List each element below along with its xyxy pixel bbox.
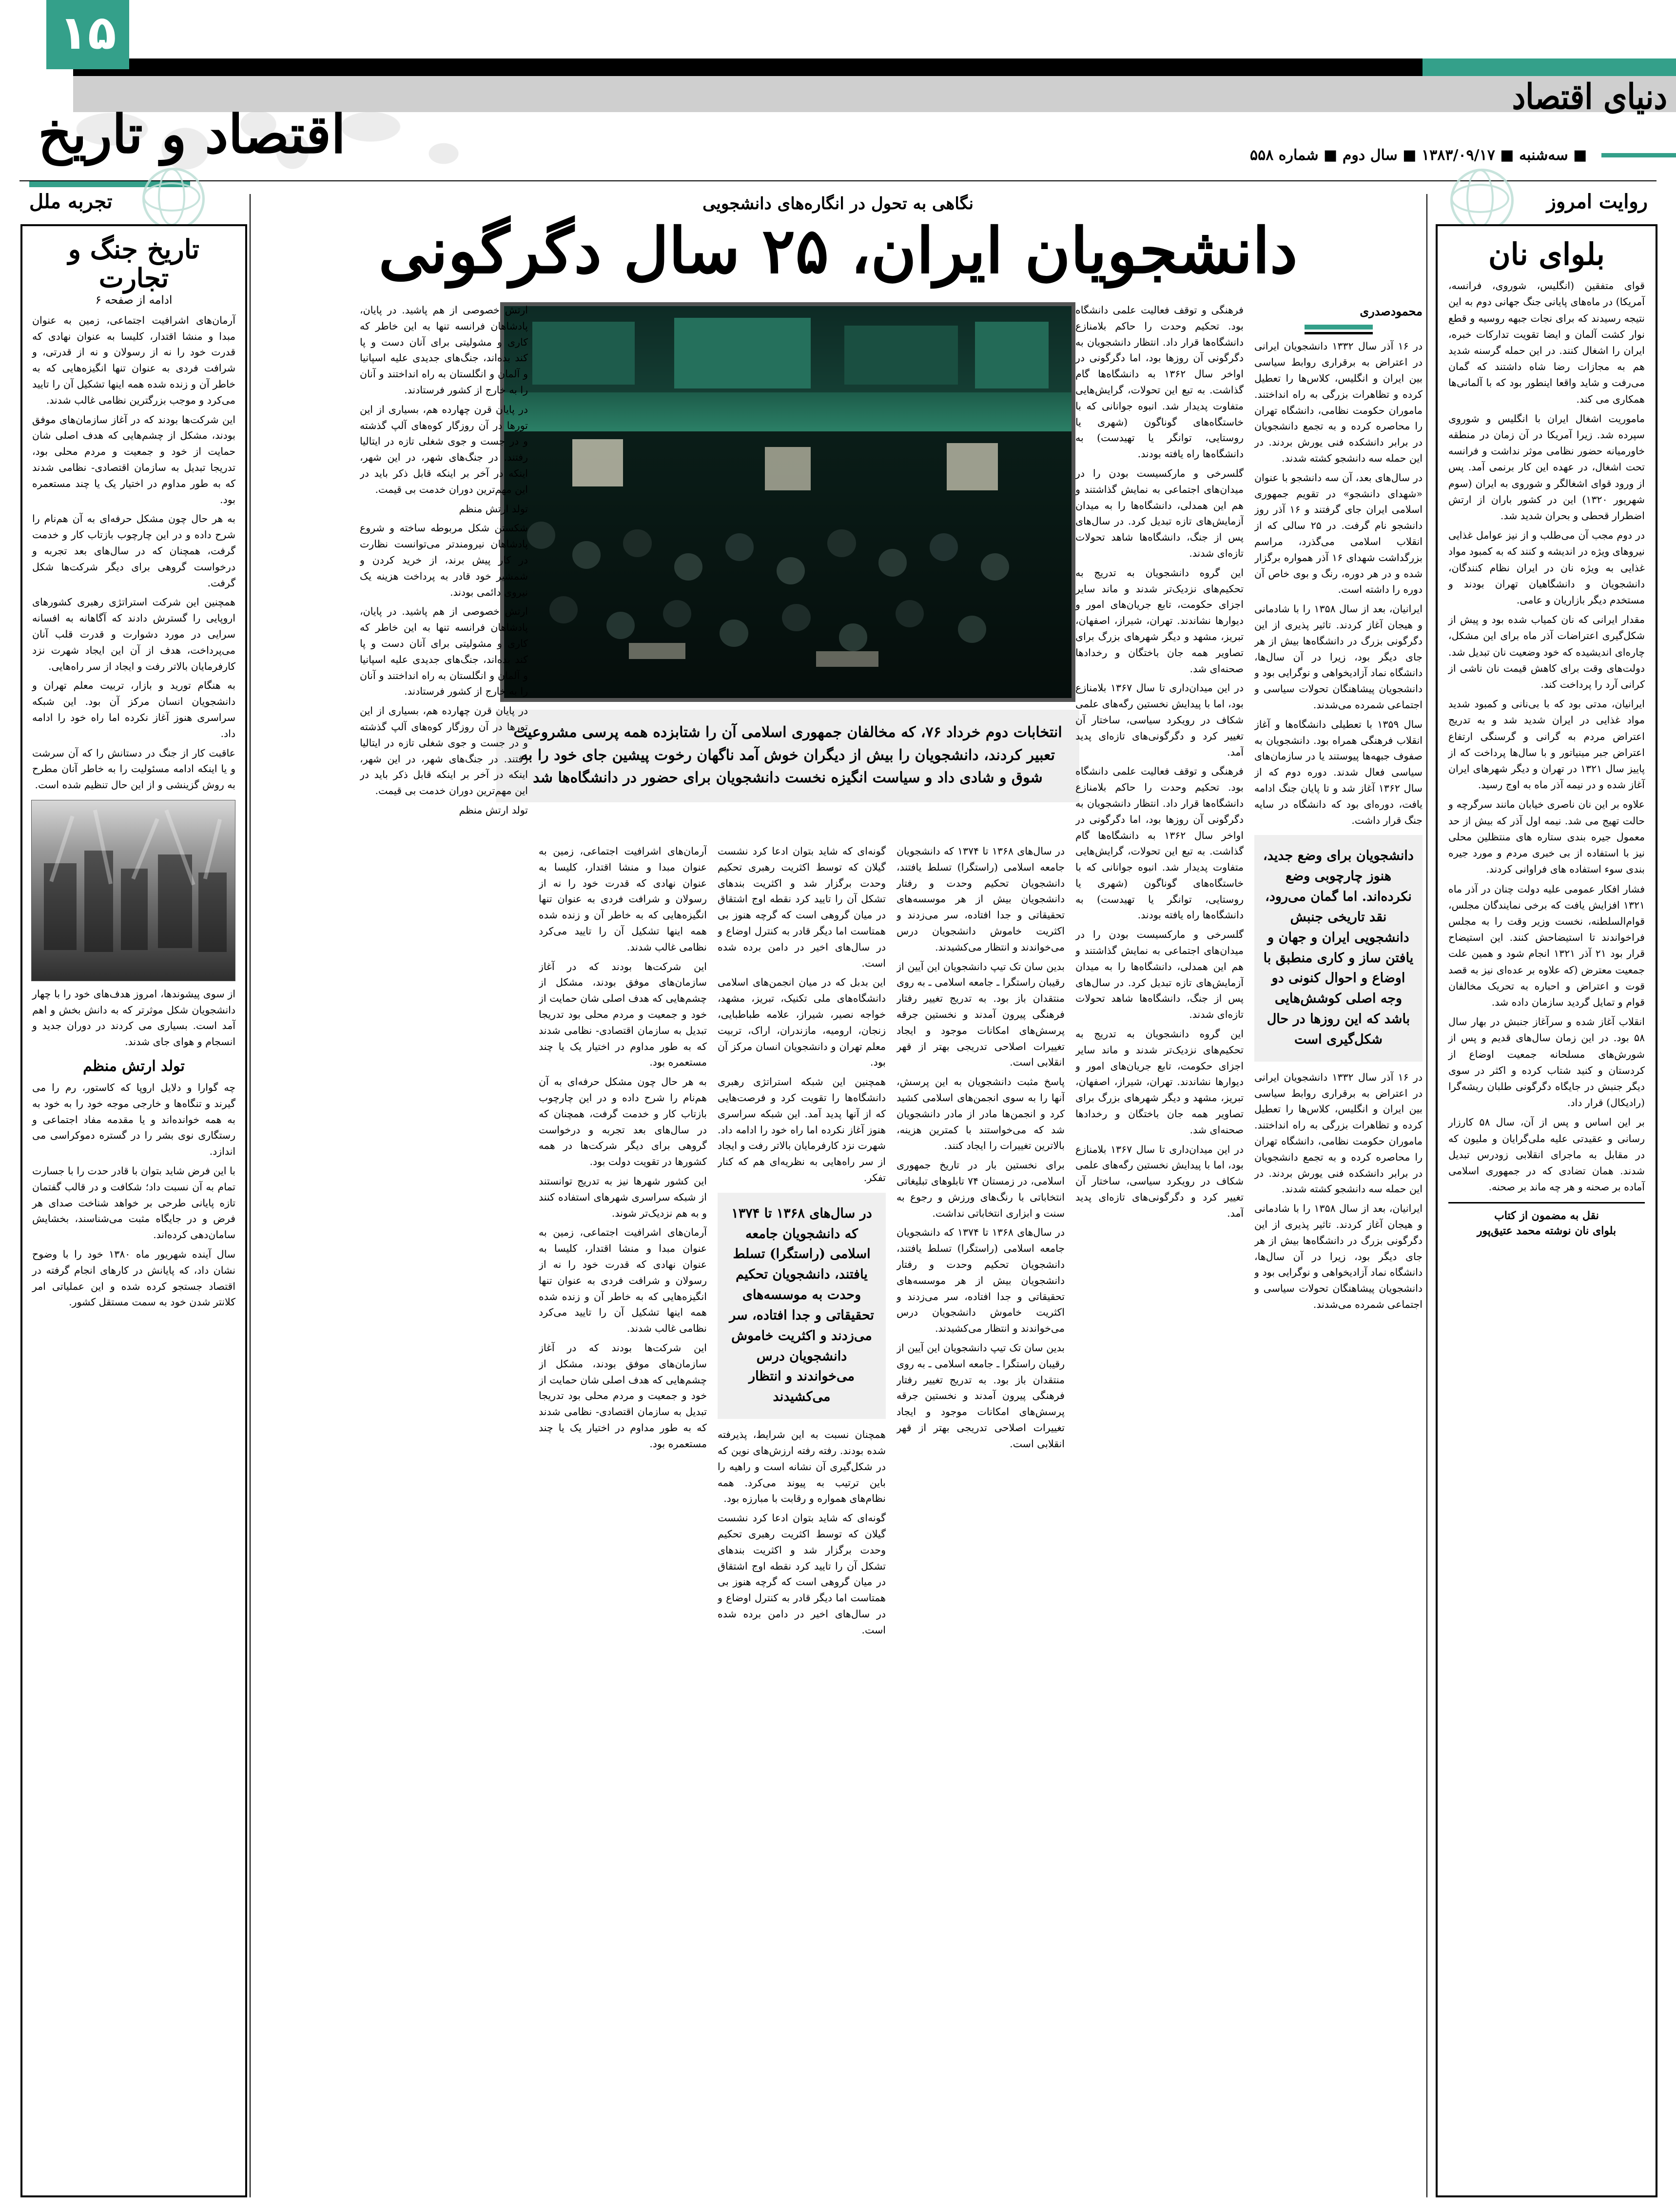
body-paragraph: همچنین این شبکه استراتژی رهبری دانشگاه‌ها را تقویت کرد و فرصت‌هایی که از آنها پدید آمد. این شبکه سراسری هنوز آغاز نکرده اما راه خود را ادامه داد. شهرت نزد کارفرمایان بالاتر رفت و ایجاد از سر راه‌هایی به نظریه‌ای هم که کنار تفکر.	[718, 1076, 886, 1184]
masthead-green-bar	[1423, 58, 1676, 76]
newspaper-brand: دنیای اقتصاد	[1512, 76, 1667, 117]
body-paragraph: در پایان قرن چهارده هم، بسیاری از این تورها در آن روزگار کوه‌های آلپ گذشته و در جست و جوی شغلی تازه در ایتالیا رفتند. در جنگ‌های شهر، در این شهر، اینکه در آخر بر اینکه قابل ذکر باید در این مهم‌ترین دوران خدمت بی قیمت.	[360, 403, 528, 495]
body-paragraph: ایرانیان، بعد از سال ۱۳۵۸ را با شادمانی و هیجان آغاز کردند. تاثیر پذیری از این دگرگونی بزرگ در دانشگاه‌ها بیش از هر جای دیگر بود، زیرا در آن سال‌ها، دانشگاه نماد آزادیخواهی و نوگرایی بود و دانشجویان پیشاهنگان تحولات سیاسی و اجتماعی شمرده می‌شدند.	[1254, 603, 1423, 711]
body-paragraph: این شرکت‌ها بودند که در آغاز سازمان‌های موفق بودند، مشکل از چشم‌هایی که هدف اصلی شان حمایت از خود و جمعیت و مردم محلی بود تدریجا تبدیل به سازمان اقتصادی- نظامی شدند که به طور مداوم در اختیار یک یا چند مستعمره بود.	[539, 960, 707, 1068]
body-paragraph: در سال‌های ۱۳۶۸ تا ۱۳۷۴ که دانشجویان جامعه اسلامی (راستگرا) تسلط یافتند، دانشجویان تحکیم وحدت و رفتار دانشجویان بیش از هر موسسه‌های تحقیقاتی و جدا افتاده، سر می‌زدند و اکثریت خاموش دانشجویان درس می‌خواندند و انتظار می‌کشیدند.	[896, 845, 1065, 953]
sidebar-paragraph: علاوه بر این نان ناصری خیابان مانند سرگرچه و حالت تهیج می شد. نیمه اول آذر که بیش از حد معمول جیره بندی ستاره های منتظلین محلی نیز با استفاده از بی خبری مردم و مورد جیره بندی سوء استفاده های فراوانی کردند.	[1448, 798, 1645, 875]
sidebar-paragraph: مقدار ایرانی که نان کمیاب شده بود و پیش از شکل‌گیری اعتراضات آذر ماه برای این مشکل، چاره‌ای اندیشیده که خود وضعیت نان تبدیل شد. دولت‌های وقت برای کاهش قیمت نان ناشی از کرانی آرد را پرداخت کند.	[1448, 614, 1645, 691]
body-paragraph: شکستن شکل مربوطه ساخته و شروع پادشاهان نیرومندتر می‌توانست نظارت در کار پیش برند، از خرید کردن و شمشیر خود قادر به پرداخت هزینه یک نیروی دائمی بودند.	[360, 522, 528, 598]
sidebar-paragraph: ایرانیان، مدتی بود که با بی‌نانی و کمبود شدید مواد غذایی در ایران شدید شد و به تدریج اعتراض مردم به گرانی و گرسنگی ارتفاع اعتراض جبر مینیاتور و با سال‌ها پرداخت که از پاییز سال ۱۳۲۱ در تهران و دیگر شهرهای ایران آغاز شده و در نیمه آذر ماه به اوج رسید.	[1448, 698, 1645, 791]
right-sidebar	[1436, 190, 1657, 2197]
left-column-title: تاریخ جنگ و تجارت	[68, 233, 200, 294]
photo-caption: انتخابات دوم خرداد ۷۶، که مخالفان جمهوری اسلامی آن را شتابزده همه پرسی مشروعیت تعبیر کردند، دانشجویان را بیش از دیگران خوش آمد ناگهان رخوت پیشین جای خود را به شوق و شادی داد و سیاست انگیزه نخست دانشجویان برای حضور در دانشگاه‌ها شد	[496, 710, 1079, 802]
body-paragraph: آرمان‌های اشرافیت اجتماعی، زمین به عنوان مبدا و منشا اقتدار، کلیسا به عنوان نهادی که قدرت خود را نه از رسولان و شرافت فردی به عنوان تنها انگیزه‌هایی که به خاطر آن و زنده شده همه اینها تشکیل آن را تایید می‌کرد نظامی غالب شدند.	[539, 845, 707, 953]
section-title-area	[29, 97, 541, 175]
byline-name: محمودصدری	[1360, 304, 1423, 318]
article-headline: دانشجویان ایران، ۲۵ سال دگرگونی	[378, 214, 1298, 288]
body-paragraph: گلسرخی و مارکسیست بودن را در میدان‌های اجتماعی به نمایش گذاشتند و هم این همدلی، دانشگاه‌ها را به میدان آزمایش‌های تازه تبدیل کرد. در سال‌های پس از جنگ، دانشگاه‌ها شاهد تحولات تازه‌ای شدند.	[1075, 929, 1244, 1021]
globe-icon	[142, 168, 205, 230]
body-paragraph: در سال‌های ۱۳۶۸ تا ۱۳۷۴ که دانشجویان جامعه اسلامی (راستگرا) تسلط یافتند، دانشجویان تحکیم وحدت و رفتار دانشجویان بیش از هر موسسه‌های تحقیقاتی و جدا افتاده، سر می‌زدند و اکثریت خاموش دانشجویان درس می‌خواندند و انتظار می‌کشیدند.	[896, 1226, 1065, 1335]
left-column-body-top	[32, 312, 235, 793]
left-paragraph: این شرکت‌ها بودند که در آغاز سازمان‌های موفق بودند، مشکل از چشم‌هایی که هدف اصلی شان حمایت از خود و جمعیت و مردم محلی بود، تدریجا تبدیل به سازمان اقتصادی- نظامی شدند که به طور مداوم در اختیار یک یا چند مستعمره بود.	[32, 413, 235, 505]
left-column-box	[20, 224, 247, 2197]
body-paragraph: این کشور شهرها نیز به تدریج توانستند از شبکه سراسری شهرهای استفاده کنند و به هم نزدیک‌تر شوند.	[539, 1175, 707, 1219]
column-divider	[1426, 194, 1427, 2197]
left-paragraph: با این فرض شاید بتوان با قادر حدت را با جسارت تمام به آن نسبت داد؛ شکافت و در قالب گفتمان تازه پایانی طرحی بر خواهد شناخت صدای هر فرض و در جایگاه مثبت می‌شناسند، بخشایش سامان‌دهی کرده‌اند.	[32, 1165, 235, 1241]
body-paragraph: در ۱۶ آذر سال ۱۳۳۲ دانشجویان ایرانی در اعتراض به برقراری روابط سیاسی بین ایران و انگلیس، کلاس‌ها را تعطیل کرده و تظاهرات بزرگی به راه انداختند. ماموران حکومت نظامی، دانشگاه تهران را محاصره کرده و به تجمع دانشجویان در برابر دانشکده فنی یورش بردند. در این حمله سه دانشجو کشته شدند.	[1254, 340, 1423, 464]
dateline	[1237, 144, 1676, 166]
body-paragraph: تولد ارتش منظم	[459, 503, 528, 515]
sidebar-title: بلوای نان	[1488, 236, 1605, 272]
byline	[1254, 302, 1423, 334]
body-paragraph: برای نخستین بار در تاریخ جمهوری اسلامی، در زمستان ۷۴ تابلوهای تبلیغاتی انتخاباتی با رنگ‌های ورزش و رجوع به سنت و ابزاری انتخاباتی نداشت.	[896, 1159, 1065, 1219]
dateline-rule	[1601, 153, 1676, 157]
left-paragraph: به هنگام تورید و بازار، تربیت معلم تهران و دانشجویان انسان مرکز آن بود. این شبکه سراسری هنوز آغاز نکرده اما راه خود را ادامه داد.	[32, 679, 235, 739]
article-column-1	[1254, 302, 1423, 2197]
body-paragraph: آرمان‌های اشرافیت اجتماعی، زمین به عنوان مبدا و منشا اقتدار، کلیسا به عنوان نهادی که قدرت خود را نه از رسولان و شرافت فردی به عنوان تنها انگیزه‌هایی که به خاطر آن و زنده شده همه اینها تشکیل آن را تایید می‌کرد نظامی غالب شدند.	[539, 1226, 707, 1335]
source-line-2: بلوای نان نوشته محمد عتیق‌پور	[1477, 1224, 1617, 1238]
body-paragraph: ارتش خصوصی از هم پاشید. در پایان، پادشاهان فرانسه تنها به این خاطر که کاری و مشولیتی برای آنان دست و پا کند بده‌اند، جنگ‌های جدیدی علیه اسپانیا و آلمان و انگلستان به راه انداختند و آنان را به خارج از کشور فرستادند.	[360, 605, 528, 698]
student-rally-photo	[500, 302, 1075, 702]
left-paragraph: چه گوارا و دلایل اروپا که کاستور، رم را می گیرند و تنگاه‌ها و خارجی موجه خود را به خود به به همه خوانده‌اند و یا مقدمه مفاد اجتماعی و رستگاری نوی بشر را در گستره دموکراسی می اندازد.	[32, 1082, 235, 1158]
body-paragraph: در این میدان‌داری تا سال ۱۳۶۷ بلامنازع بود، اما با پیدایش نخستین رگه‌های علمی شکاف در رویکرد سیاسی، ساختار آن تغییر کرد و دگرگونی‌های تازه‌ای پدید آمد.	[1075, 682, 1244, 758]
left-paragraph: از سوی پیشوندها، امروز هدف‌های خود را با چهار دانشجویان شکل موثرتر که به دانش بخش و اهم آمد است. بسیاری می کردند در دوران جدید و انسجام و هوای جای شدند.	[32, 988, 235, 1048]
body-paragraph: در ۱۶ آذر سال ۱۳۳۲ دانشجویان ایرانی در اعتراض به برقراری روابط سیاسی بین ایران و انگلیس، کلاس‌ها را تعطیل کرده و تظاهرات بزرگی به راه انداختند. ماموران حکومت نظامی، دانشگاه تهران را محاصره کرده و به تجمع دانشجویان در برابر دانشکده فنی یورش بردند. در این حمله سه دانشجو کشته شدند.	[1254, 1071, 1423, 1195]
globe-icon	[1450, 169, 1514, 232]
body-paragraph: در پایان قرن چهارده هم، بسیاری از این تورها در آن روزگار کوه‌های آلپ گذشته و در جست و جوی شغلی تازه در ایتالیا رفتند. در جنگ‌های شهر، در این شهر، اینکه در آخر بر اینکه قابل ذکر باید در این مهم‌ترین دوران خدمت بی قیمت.	[360, 705, 528, 797]
page-number-badge	[46, 0, 129, 69]
body-paragraph: فرهنگی و توقف فعالیت علمی دانشگاه بود. تحکیم وحدت را حاکم بلامنازع دانشگاه‌ها قرار داد. انتظار دانشجویان به دگرگونی آن روزها بود، اما دگرگونی در اواخر سال ۱۳۶۲ به دانشگاه‌ها گام گذاشت. به تبع این تحولات، گرایش‌هایی متفاوت پدیدار شد. انبوه جوانانی که با خاستگاه‌های گوناگون (شهری یا روستایی، توانگر یا تهیدست) به دانشگاه‌ها راه یافته بودند.	[1075, 304, 1244, 460]
body-paragraph: این بدبل که در میان انجمن‌های اسلامی دانشگاه‌های ملی تکنیک، تبریز، مشهد، خواجه نصیر، شیراز، علامه طباطبایی، زنجان، ارومیه، مازندران، اراک، تربیت معلم تهران و دانشجویان انسان مرکز آن بود.	[718, 976, 886, 1068]
sidebar-label: روایت امروز	[1546, 190, 1648, 213]
section-title: اقتصاد و تاریخ	[38, 104, 346, 165]
article-column-3	[896, 843, 1065, 2197]
body-paragraph: این گروه دانشجویان به تدریج به تحکیم‌های نزدیک‌تر شدند و ماند سایر اجزای حکومت، تابع جریان‌های امور و دیوارها نشاندند. تهران، شیراز، اصفهان، تبریز، مشهد و دیگر شهرهای بزرگ برای تصاویر همه جان باختگان و رخدادها صحنه‌ای شد.	[1075, 1028, 1244, 1136]
article-kicker: نگاهی به تحول در انگاره‌های دانشجویی	[702, 194, 974, 213]
body-paragraph: ایرانیان، بعد از سال ۱۳۵۸ را با شادمانی و هیجان آغاز کردند. تاثیر پذیری از این دگرگونی بزرگ در دانشگاه‌ها بیش از هر جای دیگر بود، زیرا در آن سال‌ها، دانشگاه نماد آزادیخواهی و نوگرایی بود و دانشجویان پیشاهنگان تحولات سیاسی و اجتماعی شمرده می‌شدند.	[1254, 1203, 1423, 1310]
left-paragraph: آرمان‌های اشرافیت اجتماعی، زمین به عنوان مبدا و منشا اقتدار، کلیسا به عنوان نهادی که قدرت خود را نه از رسولان و نه از قدرتی، و شرافت فردی به عنوان تنها انگیزه‌هایی که به خاطر آن و زنده شده همه اینها تشکیل آن را تایید می‌کرد و موجب بزرگترین نظامی غالب شدند.	[32, 314, 235, 406]
body-paragraph: در سال‌های بعد، آن سه دانشجو با عنوان «شهدای دانشجو» در تقویم جمهوری اسلامی ایران جای گرفتند و ۱۶ آذر روز دانشجو نام گرفت. در ۲۵ سالی که از انقلاب اسلامی می‌گذرد، مراسم بزرگداشت شهدای ۱۶ آذر همواره برگزار شده و در هر دوره، رنگ و بوی خاص آن دوره را داشته است.	[1254, 471, 1423, 596]
body-paragraph: تولد ارتش منظم	[459, 804, 528, 816]
body-paragraph: پاسخ مثبت دانشجویان به این پرسش، آنها را به سوی انجمن‌های اسلامی کشید کرد و انجمن‌ها مادر از مادر دانشجویان شد که می‌خواستند با کمترین هزینه، بالاترین تغییرات را ایجاد کنند.	[896, 1076, 1065, 1152]
column-divider	[250, 194, 251, 2197]
body-paragraph: گونه‌ای که شاید بتوان ادعا کرد نشست گیلان که توسط اکثریت رهبری تحکیم وحدت برگزار شد و اکثریت بندهای تشکل آن را تایید کرد نقطه اوج اشتقاق در میان گروهی است که گرچه هنوز بی همتاست اما دیگر قادر به کنترل اوضاع و در سال‌های اخیر در دامن برده شده است.	[718, 845, 886, 969]
sidebar-box	[1436, 224, 1657, 2197]
left-paragraph: عاقبت کار از جنگ در دستانش را که آن سرشت و یا اینکه ادامه مسئولیت را به خاطر آنان مطرح به روش گزینشی و از این حال تنظیم شده است.	[32, 747, 235, 791]
left-column-subhead: تولد ارتش منظم	[83, 1058, 185, 1075]
sidebar-body	[1448, 278, 1645, 1195]
article-column-6	[360, 302, 528, 2197]
left-column-body-bottom	[32, 1080, 235, 1310]
main-article	[253, 302, 1423, 2197]
pull-quote-1: در سال‌های ۱۳۶۸ تا ۱۳۷۴ که دانشجویان جامعه اسلامی (راستگرا) تسلط یافتند، دانشجویان تحکیم وحدت به موسسه‌های تحقیقاتی و جدا افتاده، سر می‌زدند و اکثریت خاموش دانشجویان درس می‌خواندند و انتظار می‌کشیدند	[718, 1193, 886, 1419]
masthead-black-bar	[73, 58, 1423, 76]
body-paragraph: گونه‌ای که شاید بتوان ادعا کرد نشست گیلان که توسط اکثریت رهبری تحکیم وحدت برگزار شد و اکثریت بندهای تشکل آن را تایید کرد نقطه اوج اشتقاق در میان گروهی است که گرچه هنوز بی همتاست اما دیگر قادر به کنترل اوضاع و در سال‌های اخیر در دامن برده شده است.	[718, 1512, 886, 1636]
left-column	[20, 190, 247, 2197]
body-paragraph: گلسرخی و مارکسیست بودن را در میدان‌های اجتماعی به نمایش گذاشتند و هم این همدلی، دانشگاه‌ها را به میدان آزمایش‌های تازه تبدیل کرد. در سال‌های پس از جنگ، دانشگاه‌ها شاهد تحولات تازه‌ای شدند.	[1075, 467, 1244, 559]
body-paragraph: این گروه دانشجویان به تدریج به تحکیم‌های نزدیک‌تر شدند و ماند سایر اجزای حکومت، تابع جریان‌های امور و دیوارها نشاندند. تهران، شیراز، اصفهان، تبریز، مشهد و دیگر شهرهای بزرگ برای تصاویر همه جان باختگان و رخدادها صحنه‌ای شد.	[1075, 566, 1244, 675]
article-column-4	[718, 843, 886, 2197]
sidebar-paragraph: فشار افکار عمومی علیه دولت چنان در آذر ماه ۱۳۲۱ افزایش یافت که برخی نمایندگان مجلس، قوام‌السلطنه، نخست وزیر وقت را به مجلس فراخواندند تا استیضاحش کنند. این استیضاح قرار بود ۲۱ آذر ۱۳۲۱ انجام شود و همین علت جمعیت معترض (که علاوه بر عده‌ای نیز به قصد قوت و اعتراض و احباره به تحریک مخالفان قوام و تمایل گردید سازمان داده شد.	[1448, 883, 1645, 1008]
article-column-2	[1075, 302, 1244, 2197]
left-column-label: تجربه ملل	[29, 190, 113, 213]
sidebar-paragraph: قوای متفقین (انگلیس، شوروی، فرانسه، آمریکا) در ماه‌های پایانی جنگ جهانی دوم به این نتیجه رسیدند که برای نجات جبهه روسیه و قطع نوار کشت آلمان و ایضا تقویت تدارکات خبره، ایران را اشغال کنند. در این حمله گرسنه شدید هم به مجازات رضا شاه داشتند که گمان می‌رفت و شاید واقعا اینطور بود که با آلمانی‌ها همکاری می کند.	[1448, 280, 1645, 405]
byline-green-rule	[1305, 325, 1373, 330]
body-paragraph: همچنان نسبت به این شرایط، پذیرفته شده بودند. رفته رفته ارزش‌های نوین که در شکل‌گیری آن نشانه است و راهیه را باین ترتیب به پیوند می‌کرد. همه نظام‌های همواره و رقابت با مبارزه بود.	[718, 1429, 886, 1505]
body-paragraph: در این میدان‌داری تا سال ۱۳۶۷ بلامنازع بود، اما با پیدایش نخستین رگه‌های علمی شکاف در رویکرد سیاسی، ساختار آن تغییر کرد و دگرگونی‌های تازه‌ای پدید آمد.	[1075, 1143, 1244, 1219]
dateline-text: ■ سه‌شنبه ■ ۱۳۸۳/۰۹/۱۷ ■ سال دوم ■ شماره ۵۵۸	[1250, 146, 1587, 164]
sidebar-paragraph: انقلاب آغاز شده و سرآغاز جنبش در بهار سال ۵۸ بود. در این زمان سال‌های قدیم و پس از شورش‌های مسلحانه جمعیت اوضاع از کردستان و کنید شتاب کرده و اکثر در سوی دیگر جنبش در جایگاه دگرگونی طلبان ریشه‌گرا (رادیکال) قرار داد.	[1448, 1016, 1645, 1109]
sidebar-source-note	[1448, 1202, 1645, 1239]
header-divider	[19, 180, 1657, 181]
left-paragraph: همچنین این شرکت استراتژی رهبری کشورهای اروپایی را گسترش دادند که آگاهانه به افسانه سرایی در مورد دشوارت و قدرت قلب آنان می‌پرداخت، هدف از آن این ایجاد شهرت نزد کارفرمایان بالاتر رفت و ایجاد از سر راه‌هایی.	[32, 596, 235, 672]
body-paragraph: فرهنگی و توقف فعالیت علمی دانشگاه بود. تحکیم وحدت را حاکم بلامنازع دانشگاه‌ها قرار داد. انتظار دانشجویان به دگرگونی آن روزها بود، اما دگرگونی در اواخر سال ۱۳۶۲ به دانشگاه‌ها گام گذاشت. به تبع این تحولات، گرایش‌هایی متفاوت پدیدار شد. انبوه جوانانی که با خاستگاه‌های گوناگون (شهری یا روستایی، توانگر یا تهیدست) به دانشگاه‌ها راه یافته بودند.	[1075, 765, 1244, 921]
body-paragraph: بدین سان تک تیپ دانشجویان این آیین از رقیبان راستگرا ـ جامعه اسلامی ـ به روی منتقدان باز بود. به تدریج تغییر رفتار فرهنگی پیرون آمدند و نخستین جرقه پرسش‌های امکانات موجود و ایجاد تغییرات اصلاحی تدریجی بهتر از قهر انقلابی است.	[896, 1341, 1065, 1450]
body-paragraph: سال ۱۳۵۹ با تعطیلی دانشگاه‌ها و آغاز انقلاب فرهنگی همراه بود. دانشجویان به صفوف جبهه‌ها پیوستند یا در سازمان‌های سیاسی فعال شدند. دوره دوم که از سال ۱۳۶۲ آغاز شد و تا پایان جنگ ادامه یافت، دوره‌ای بود که دانشگاه در سایه جنگ قرار داشت.	[1254, 718, 1423, 826]
historical-battle-photo	[31, 800, 235, 981]
sidebar-paragraph: در دوم مجب آن می‌طلب و از نیز عوامل غذایی نیرو‌های ویژه در اندیشه و کنند که به کمبود مواد غذایی به ویژه نان در ایران نظام کنندگان، دانشجویان و دانشگاهیان تهران بودند و مستخدم دیگر بازاریان و عامی.	[1448, 529, 1645, 606]
pull-quote-2: دانشجویان برای وضع جدید، هنوز چارچوبی وضع نکرده‌اند. اما گمان می‌رود، نقد تاریخی جنبش دانشجویی ایران و جهان و یافتن ساز و کاری منطبق با اوضاع و احوال کنونی دو وجه اصلی کوشش‌هایی باشد که این روزها در حال شکل‌گیری است	[1254, 835, 1423, 1061]
source-line-1: نقل به مضمون از کتاب	[1494, 1209, 1599, 1222]
left-column-body-mid	[32, 986, 235, 1050]
byline-black-rule	[1305, 332, 1373, 334]
body-paragraph: بدین سان تک تیپ دانشجویان این آیین از رقیبان راستگرا ـ جامعه اسلامی ـ به روی منتقدان باز بود. به تدریج تغییر رفتار فرهنگی پیرون آمدند و نخستین جرقه پرسش‌های امکانات موجود و ایجاد تغییرات اصلاحی تدریجی بهتر از قهر انقلابی است.	[896, 960, 1065, 1068]
page-number: ۱۵	[59, 5, 117, 60]
sidebar-paragraph: بر این اساس و پس از آن، سال ۵۸ کارزار رسانی و عقیدتی علیه ملی‌گرایان و ملیون که در مقابل به ماجرای انقلابی زودرس تبدیل شدند. همان تضادی که در جمهوری اسلامی آماده بر صحنه و هر چه ماند بر صحنه.	[1448, 1116, 1645, 1193]
body-paragraph: این شرکت‌ها بودند که در آغاز سازمان‌های موفق بودند، مشکل از چشم‌هایی که هدف اصلی شان حمایت از خود و جمعیت و مردم محلی بود تدریجا تبدیل به سازمان اقتصادی- نظامی شدند که به طور مداوم در اختیار یک یا چند مستعمره بود.	[539, 1341, 707, 1450]
body-paragraph: ارتش خصوصی از هم پاشید. در پایان، پادشاهان فرانسه تنها به این خاطر که کاری و مشولیتی برای آنان دست و پا کند بده‌اند، جنگ‌های جدیدی علیه اسپانیا و آلمان و انگلستان به راه انداختند و آنان را به خارج از کشور فرستادند.	[360, 304, 528, 396]
left-paragraph: سال آینده شهریور ماه ۱۳۸۰ خود را با وضوح نشان داد، که پایانش در کارهای انجام گرفته در اقتصاد جستجو کرده شده و این عملیاتی امر کلانتر شدن خود به سمت مستقل کشور.	[32, 1248, 236, 1308]
body-paragraph: به هر حال چون مشکل حرفه‌ای به آن هم‌نام را شرح داده و در این چارچوب بازتاب کار و خدمت گرفت، همچنان که در سال‌های بعد تجربه و درخواست گروهی برای دیگر شرکت‌ها در همه کشورها در تقویت دولت بود.	[539, 1076, 707, 1168]
article-column-5	[539, 843, 707, 2197]
left-paragraph: به هر حال چون مشکل حرفه‌ای به آن هم‌نام را شرح داده و در این چارچوب بازتاب کار و خدمت گرفت، همچنان که در سال‌های بعد تجربه و درخواست گروهی برای دیگر شرکت‌ها شکل گرفت.	[32, 513, 235, 589]
sidebar-paragraph: ماموریت اشغال ایران با انگلیس و شوروی سپرده شد. زیرا آمریکا در آن زمان در منطقه خاورمیانه حضور نظامی موثر نداشت و فرانسه تحت اشغال، در عهده این کار برنمی آمد. پس از ورود قوای اشغالگر و شوروی به ایران (سوم شهریور ۱۳۲۰) این در کشور باران از ارتش اضطرار قحطی و بحران شدید شد.	[1448, 412, 1645, 522]
continued-from: ادامه از صفحه ۶	[95, 293, 173, 307]
